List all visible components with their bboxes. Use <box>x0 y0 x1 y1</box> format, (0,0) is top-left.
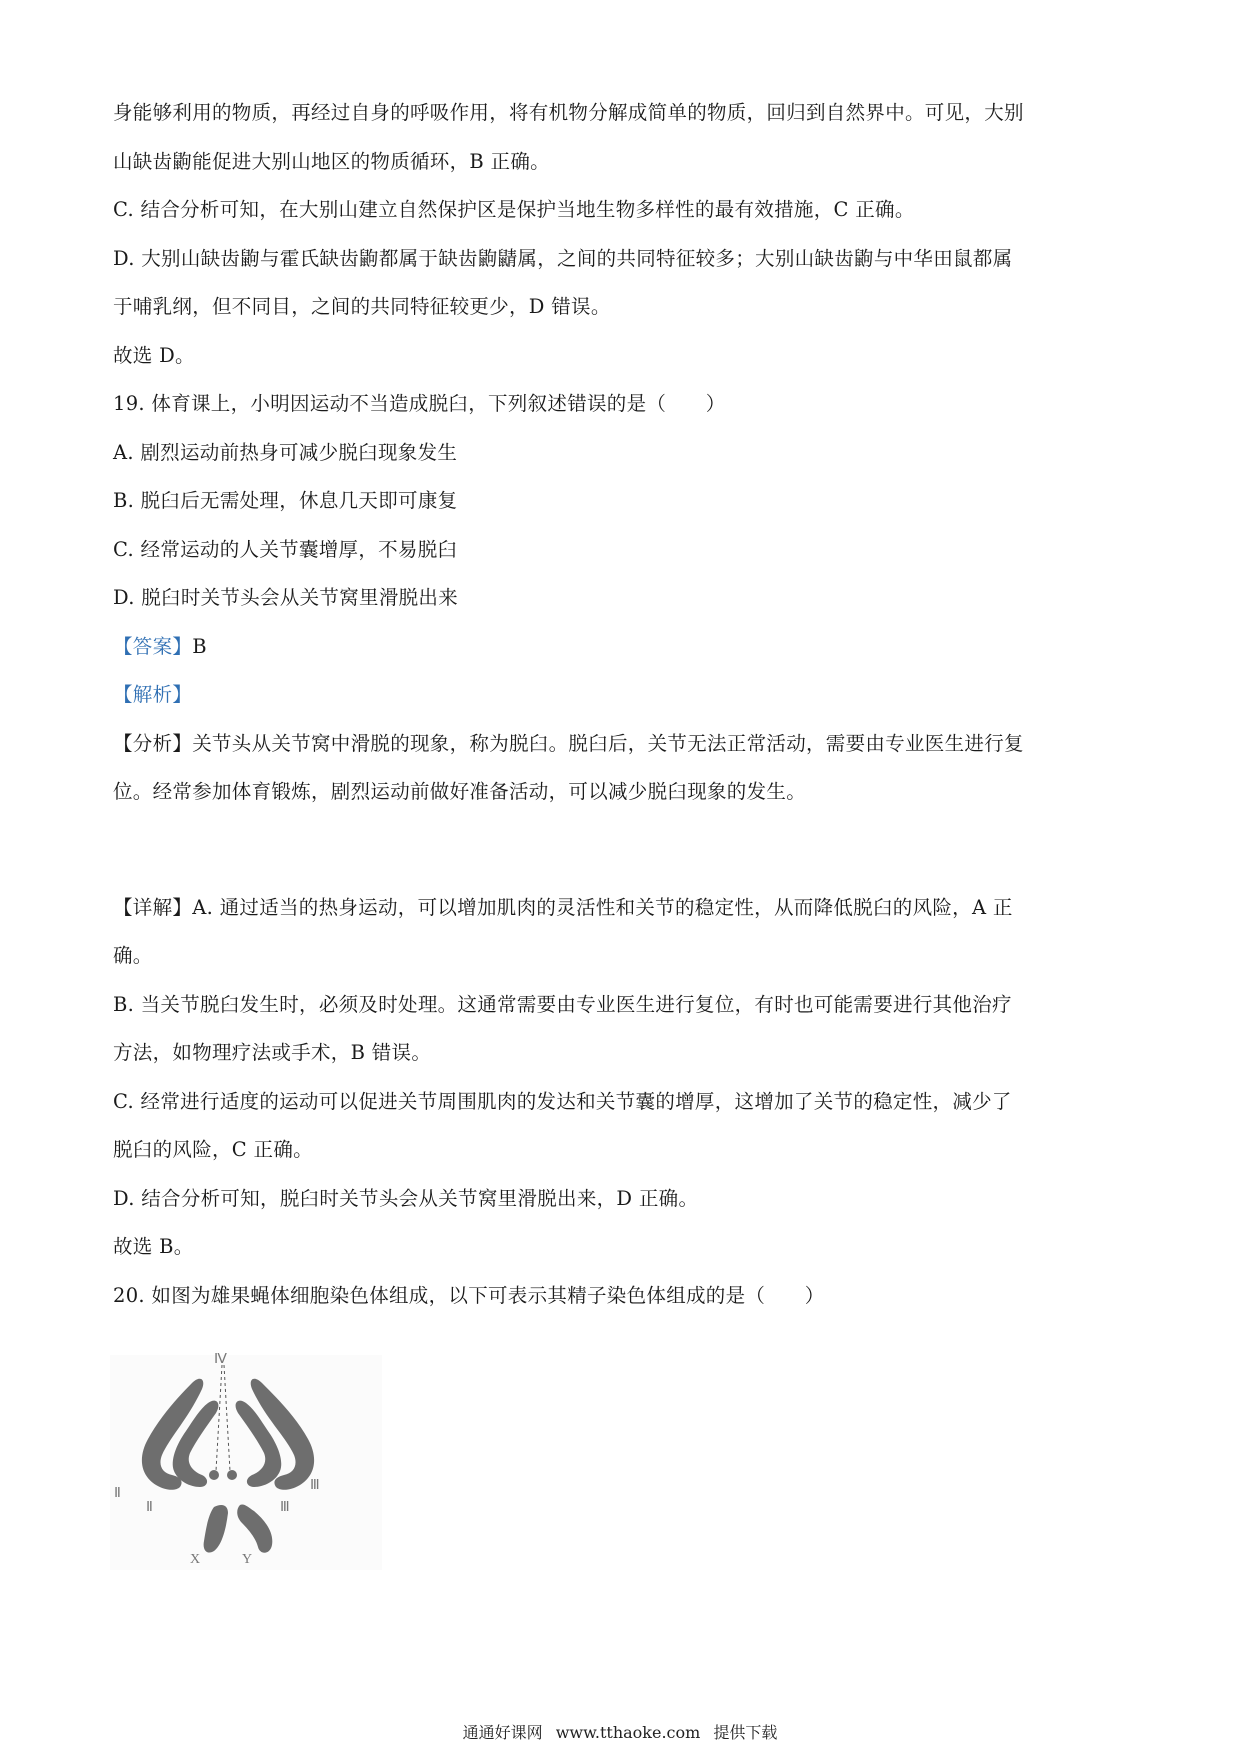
detail-text: B. 当关节脱臼发生时，必须及时处理。这通常需要由专业医生进行复位，有时也可能需要进行其他治疗 <box>113 992 1012 1016</box>
footer-url: www.tthaoke.com <box>555 1723 701 1742</box>
conclusion-line: 故选 B。 <box>113 1235 194 1258</box>
page-content <box>113 99 1123 1330</box>
label-ii-inner: Ⅱ <box>146 1500 153 1515</box>
detail-text: C. 经常进行适度的运动可以促进关节周围肌肉的发达和关节囊的增厚，这增加了关节的稳定性，减少了 <box>113 1089 1012 1113</box>
question-19-option-b: B. 脱臼后无需处理，休息几天即可康复 <box>113 489 458 512</box>
text-line: 身能够利用的物质，再经过自身的呼吸作用，将有机物分解成简单的物质，回归到自然界中。可见，大别 <box>113 101 1024 124</box>
analysis-text: 位。经常参加体育锻炼，剧烈运动前做好准备活动，可以减少脱臼现象的发生。 <box>113 780 807 803</box>
question-19-option-c: C. 经常运动的人关节囊增厚，不易脱臼 <box>113 537 458 561</box>
detail-text: 【详解】A. 通过适当的热身运动，可以增加肌肉的灵活性和关节的稳定性，从而降低脱臼的风险，A 正 <box>113 895 1013 919</box>
page-footer <box>0 1722 1240 1744</box>
chromosome-iv-dot <box>227 1470 237 1480</box>
text-line: 于哺乳纲，但不同目，之间的共同特征较更少，D 错误。 <box>113 295 611 318</box>
answer-value: B <box>192 634 207 658</box>
footer-site: 通通好课网 <box>462 1723 543 1742</box>
label-iv: Ⅳ <box>214 1352 227 1367</box>
detail-text: 确。 <box>113 944 153 967</box>
spacer <box>113 827 1123 894</box>
label-y: Y <box>242 1552 253 1567</box>
question-20-stem: 20. 如图为雄果蝇体细胞染色体组成，以下可表示其精子染色体组成的是（ ） <box>113 1283 825 1307</box>
label-iii-inner: Ⅲ <box>280 1500 290 1515</box>
chromosome-figure <box>110 1325 382 1570</box>
detail-text: 方法，如物理疗法或手术，B 错误。 <box>113 1041 432 1064</box>
question-19-option-a: A. 剧烈运动前热身可减少脱臼现象发生 <box>113 440 458 464</box>
text-line: 山缺齿鼩能促进大别山地区的物质循环，B 正确。 <box>113 149 550 173</box>
chromosome-iv-dot <box>209 1470 219 1480</box>
footer-note: 提供下载 <box>713 1723 778 1742</box>
option-c-analysis: C. 结合分析可知，在大别山建立自然保护区是保护当地生物多样性的最有效措施，C 正确。 <box>113 198 915 221</box>
answer-label: 【答案】 <box>113 634 193 658</box>
label-iii-right: Ⅲ <box>310 1478 320 1493</box>
question-19-stem: 19. 体育课上，小明因运动不当造成脱臼，下列叙述错误的是（ ） <box>113 392 726 415</box>
analysis-text: 【分析】关节头从关节窝中滑脱的现象，称为脱臼。脱臼后，关节无法正常活动，需要由专业医生进行复 <box>113 731 1024 755</box>
detail-text: D. 结合分析可知，脱臼时关节头会从关节窝里滑脱出来，D 正确。 <box>113 1186 699 1210</box>
answer-line <box>113 633 1123 661</box>
label-x: X <box>190 1552 201 1567</box>
analysis-label: 【解析】 <box>113 683 193 706</box>
option-d-analysis: D. 大别山缺齿鼩与霍氏缺齿鼩都属于缺齿鼩鼱属，之间的共同特征较多；大别山缺齿鼩与中华田鼠都属 <box>113 246 1013 270</box>
conclusion-line: 故选 D。 <box>113 343 195 367</box>
question-19-option-d: D. 脱臼时关节头会从关节窝里滑脱出来 <box>113 586 459 609</box>
label-ii-left: Ⅱ <box>114 1486 121 1501</box>
chromosome-diagram <box>110 1325 382 1570</box>
detail-text: 脱臼的风险，C 正确。 <box>113 1138 313 1161</box>
